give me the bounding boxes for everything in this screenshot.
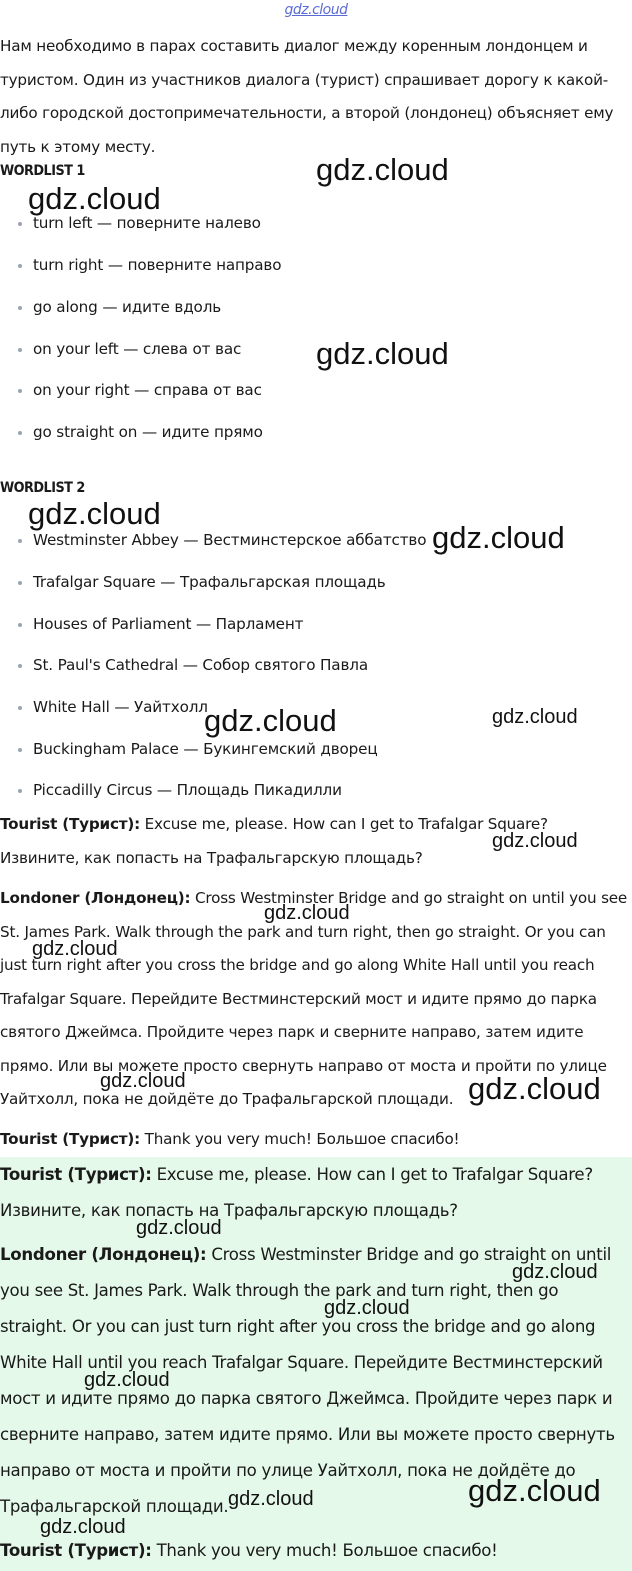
list-item: on your right — справа от вас <box>33 381 262 399</box>
watermark: gdz.cloud <box>324 1297 410 1319</box>
bullet-icon <box>18 748 22 752</box>
dialogue-text: Thank you very much! Большое спасибо! <box>144 1130 460 1148</box>
list-item: go straight on — идите прямо <box>33 423 263 441</box>
watermark: gdz.cloud <box>100 1070 186 1092</box>
bullet-icon <box>18 264 22 268</box>
bullet-icon <box>18 706 22 710</box>
dialogue-text: Excuse me, please. How can I get to Trafalgar Square? Извините, как попасть на Трафальгарскую площадь? <box>0 815 548 867</box>
bullet-icon <box>18 581 22 585</box>
watermark: gdz.cloud <box>228 1488 314 1510</box>
list-item: turn left — поверните налево <box>33 214 261 232</box>
dialogue-text: Cross Westminster Bridge and go straight on until you see St. James Park. Walk through the park and turn right, then go straight. Or you can just turn right after you cross the bridge and go along White Hall until you reach Trafalgar Square. Перейдите Вестминстерский мост и идите прямо до парка святого Джеймса. Пройдите через парк и сверните направо, затем идите прямо. Или вы можете просто свернуть направо от моста и пройти по улице Уайтхолл, пока не дойдёте до Трафальгарской площади. <box>0 889 628 1108</box>
watermark: gdz.cloud <box>28 496 161 531</box>
watermark: gdz.cloud <box>136 1217 222 1239</box>
watermark: gdz.cloud <box>468 1071 601 1106</box>
bullet-icon <box>18 623 22 627</box>
site-logo[interactable]: gdz.cloud <box>284 2 348 18</box>
bullet-icon <box>18 789 22 793</box>
list-item: on your left — слева от вас <box>33 340 241 358</box>
watermark: gdz.cloud <box>40 1516 126 1538</box>
dialogue-tourist-2 <box>0 1123 630 1157</box>
dialogue-text: Thank you very much! Большое спасибо! <box>156 1541 498 1560</box>
bullet-icon <box>18 664 22 668</box>
speaker-label: Tourist (Турист): <box>0 1541 152 1560</box>
dialogue-text: Excuse me, please. How can I get to Trafalgar Square? Извините, как попасть на Трафальгарскую площадь? <box>0 1165 593 1220</box>
speaker-label: Tourist (Турист): <box>0 1165 152 1184</box>
list-item: Westminster Abbey — Вестминстерское аббатство <box>33 531 426 549</box>
list-item: St. Paul's Cathedral — Собор святого Павла <box>33 656 368 674</box>
speaker-label: Tourist (Турист): <box>0 815 141 833</box>
speaker-label: Tourist (Турист): <box>0 1130 141 1148</box>
bullet-icon <box>18 431 22 435</box>
watermark: gdz.cloud <box>316 152 449 187</box>
watermark: gdz.cloud <box>204 703 337 738</box>
wordlist-2-title: WORDLIST 2 <box>0 480 85 496</box>
list-item: Houses of Parliament — Парламент <box>33 615 303 633</box>
watermark: gdz.cloud <box>492 706 578 728</box>
wordlist-1-title: WORDLIST 1 <box>0 163 85 179</box>
watermark: gdz.cloud <box>28 181 161 216</box>
speaker-label: Londoner (Лондонец): <box>0 889 191 907</box>
watermark: gdz.cloud <box>264 902 350 924</box>
bullet-icon <box>18 348 22 352</box>
speaker-label: Londoner (Лондонец): <box>0 1245 207 1264</box>
bullet-icon <box>18 222 22 226</box>
watermark: gdz.cloud <box>492 830 578 852</box>
list-item: turn right — поверните направо <box>33 256 281 274</box>
list-item: Buckingham Palace — Букингемский дворец <box>33 740 378 758</box>
bullet-icon <box>18 389 22 393</box>
answer-tourist-1 <box>0 1157 630 1229</box>
bullet-icon <box>18 539 22 543</box>
watermark: gdz.cloud <box>316 336 449 371</box>
watermark: gdz.cloud <box>468 1473 601 1508</box>
watermark: gdz.cloud <box>432 520 565 555</box>
list-item: Piccadilly Circus — Площадь Пикадилли <box>33 781 342 799</box>
dialogue-text: Cross Westminster Bridge and go straight on until you see St. James Park. Walk through the park and turn right, then go straight. Or you can just turn right after you cross the bridge and go along White Hall until you reach Trafalgar Square. Перейдите Вестминстерский мост и идите прямо до парка святого Джеймса. Пройдите через парк и сверните направо, затем идите прямо. Или вы можете просто свернуть направо от моста и пройти по улице Уайтхолл, пока не дойдёте до Трафальгарской площади. <box>0 1245 615 1516</box>
watermark: gdz.cloud <box>512 1261 598 1283</box>
task-intro: Нам необходимо в парах составить диалог между коренным лондонцем и туристом. Один из участников диалога (турист) спрашивает дорогу к какой-либо городской достопримечательности, а второй (лондонец) объясняет ему путь к этому месту. <box>0 37 614 156</box>
bullet-icon <box>18 306 22 310</box>
list-item: go along — идите вдоль <box>33 298 221 316</box>
watermark: gdz.cloud <box>32 938 118 960</box>
watermark: gdz.cloud <box>84 1369 170 1391</box>
list-item: Trafalgar Square — Трафальгарская площадь <box>33 573 386 591</box>
list-item: White Hall — Уайтхолл <box>33 698 208 716</box>
